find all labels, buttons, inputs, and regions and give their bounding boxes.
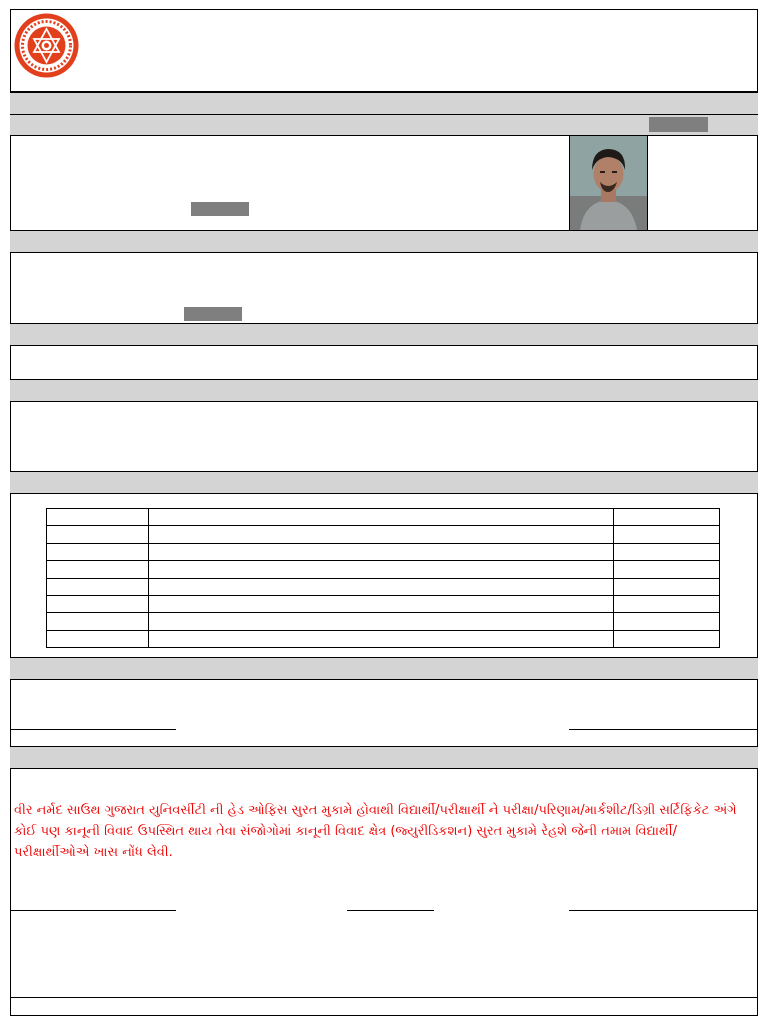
table-row	[47, 543, 720, 560]
table-row	[47, 630, 720, 647]
signature-line	[569, 910, 758, 911]
table-row	[47, 578, 720, 595]
section-bar-3	[10, 323, 758, 346]
signature-line	[569, 729, 758, 730]
signature-line	[10, 729, 176, 730]
jurisdiction-notice: વીર નર્મદ સાઉથ ગુજરાત યુનિવર્સીટી ની હેડ ઓફિસ સુરત મુકામે હોવાથી વિદ્યાર્થી/પરીક્ષાર્થી ને પરીક્ષા/પરિણામ/માર્કશીટ/ડિગ્રી સર્ટિફિકેટ અંગે કોઈ પણ કાનૂની વિવાદ ઉપસ્થિત થાય તેવા સંજોગોમાં કાનૂની વિવાદ ક્ષેત્ર (જ્યુરીડિકશન) સુરત મુકામે રેહશે જેની તમામ વિદ્યાર્થી/પરીક્ષાર્થીઓએ ખાસ નોંધ લેવી.	[14, 803, 737, 860]
footer-divider	[10, 997, 758, 998]
section-bar-2	[10, 230, 758, 253]
section-bar-exam	[10, 114, 758, 136]
student-photo	[569, 136, 648, 230]
redacted-field	[649, 117, 708, 132]
redacted-field	[184, 307, 242, 321]
university-seal-icon	[13, 12, 80, 79]
table-row	[47, 526, 720, 543]
section-bar-4	[10, 379, 758, 402]
table-row	[47, 595, 720, 612]
section-title-bar	[10, 92, 758, 115]
section-bar-7	[10, 746, 758, 769]
redacted-field	[191, 202, 249, 216]
table-row	[47, 561, 720, 578]
signature-line	[10, 910, 176, 911]
table-row	[47, 613, 720, 630]
subjects-table	[46, 508, 720, 648]
signature-line	[347, 910, 434, 911]
section-bar-6	[10, 657, 758, 680]
section-bar-5	[10, 471, 758, 494]
table-row	[47, 509, 720, 526]
